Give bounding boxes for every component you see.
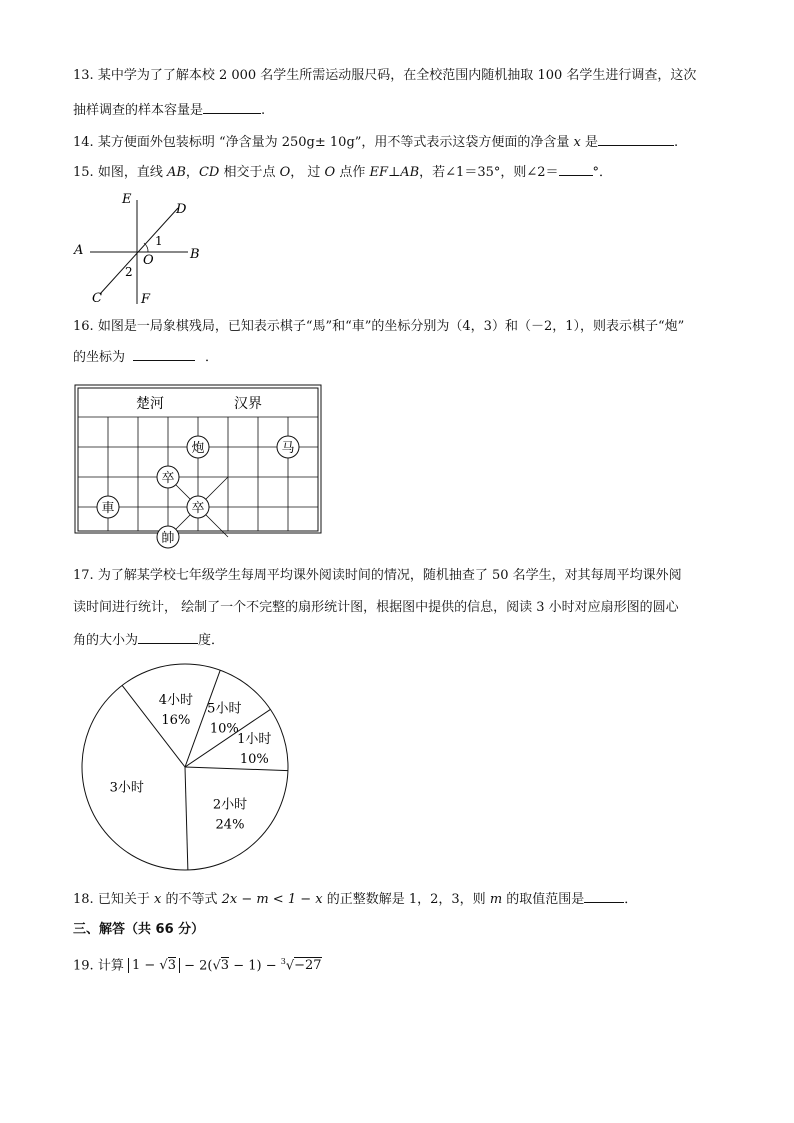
q19-number: 19. — [73, 958, 94, 974]
pie-label-1: 4小时 — [158, 692, 194, 708]
q18-inequality: 2x − m < 1 − x — [221, 892, 323, 907]
q14-text-a: 某方便面外包装标明 “净含量为 250g± 10g”，用不等式表示这袋方便面的净含量 — [97, 135, 574, 150]
pie-percent-4: 24% — [215, 817, 245, 833]
chess-board — [72, 384, 324, 552]
q15-figure — [70, 190, 210, 308]
q16-number: 16. — [73, 319, 94, 334]
label-a: A — [74, 243, 84, 258]
pie-percent-2: 10% — [209, 721, 239, 737]
q15-line — [73, 161, 612, 183]
q14-text-b: 是 — [580, 135, 599, 150]
q18-text-a: 已知关于 — [97, 892, 154, 907]
svg-text:马: 马 — [281, 441, 295, 456]
q16-line1 — [73, 317, 684, 337]
line-cd — [100, 208, 178, 294]
q14-var: x — [573, 135, 581, 150]
q17-line3 — [73, 629, 224, 651]
q13-text-a: 某中学为了了解本校 2 000 名学生所需运动服尺码，在全校范围内随机抽取 100 名学生进行调查，这次 — [97, 68, 697, 83]
q18-tail: ． — [624, 892, 638, 907]
q15-tail: °． — [592, 165, 613, 180]
piece-pao — [187, 436, 209, 458]
q19-mid: − 2( — [180, 958, 213, 974]
q14-line — [73, 131, 678, 153]
q19-line — [73, 952, 322, 976]
q16-text-b: 的坐标为 — [73, 350, 126, 365]
q13-number: 13. — [73, 68, 94, 83]
q16-tail: ． — [205, 350, 219, 365]
q15-text-a: 如图，直线 — [97, 165, 167, 180]
q19-sqrt3b: 3 — [220, 958, 230, 974]
q18-line — [73, 888, 637, 910]
q15-o2: O — [324, 165, 336, 180]
q17-line2 — [73, 598, 679, 618]
label-c: C — [92, 291, 102, 306]
q16-line2 — [73, 346, 218, 368]
label-2: 2 — [125, 265, 133, 279]
q16-answer-blank[interactable] — [133, 346, 195, 361]
q19-mid2: − 1) − — [229, 958, 281, 974]
pie-label-5: 3小时 — [109, 780, 144, 796]
label-f: F — [141, 292, 151, 307]
q17-line1 — [73, 566, 682, 586]
q15-perp: ⊥ — [387, 165, 401, 180]
q18-answer-blank[interactable] — [584, 888, 624, 903]
q18-number: 18. — [73, 892, 94, 907]
label-b: B — [190, 247, 200, 262]
q18-text-b: 的不等式 — [161, 892, 222, 907]
q15-number: 15. — [73, 165, 94, 180]
q17-text-c: 角的大小为 — [73, 633, 139, 648]
q15-sep: ， — [185, 165, 199, 180]
piece-ma — [277, 436, 299, 458]
q19-abs-a: 1 − — [131, 958, 160, 974]
q13-line2 — [73, 99, 265, 121]
river-right-label: 汉界 — [234, 396, 262, 412]
q15-ab: AB — [166, 165, 186, 180]
q14-tail: . — [674, 135, 679, 150]
svg-text:卒: 卒 — [161, 471, 175, 486]
q18-x: x — [153, 892, 162, 907]
pie-label-4: 2小时 — [212, 797, 248, 813]
q17-number: 17. — [73, 568, 94, 583]
q18-m: m — [489, 892, 503, 907]
pie-label-2: 5小时 — [207, 701, 242, 717]
q17-text-b: 读时间进行统计， 绘制了一个不完整的扇形统计图，根据图中提供的信息，阅读 3 小时对应扇形图的圆心 — [73, 600, 679, 615]
q19-abs: 1 − √3 — [128, 958, 180, 973]
q13-tail: . — [261, 103, 266, 118]
q14-number: 14. — [73, 135, 94, 150]
pie-percent-1: 16% — [161, 712, 191, 728]
q15-text-e: ，若∠1＝35°，则∠2＝ — [419, 165, 559, 180]
q13-answer-blank[interactable] — [203, 99, 261, 114]
q17-text-a: 为了解某学校七年级学生每周平均课外阅读时间的情况，随机抽查了 50 名学生，对其每周平均课外阅 — [97, 568, 682, 583]
pie-percent-3: 10% — [239, 752, 269, 768]
q15-answer-blank[interactable] — [559, 161, 593, 176]
q18-text-c: 的正整数解是 1，2，3，则 — [322, 892, 490, 907]
q15-ab2: AB — [400, 165, 420, 180]
label-1: 1 — [155, 234, 163, 248]
svg-text:炮: 炮 — [191, 441, 205, 456]
q17-tail: 度． — [198, 633, 225, 648]
q15-text-c: ， 过 — [290, 165, 325, 180]
q13-text-b: 抽样调查的样本容量是 — [73, 103, 204, 118]
q19-sqrt3: 3 — [167, 958, 176, 974]
q15-text-d: 点作 — [335, 165, 370, 180]
svg-text:卒: 卒 — [191, 501, 205, 516]
q19-cube-index: 3 — [280, 957, 286, 966]
q15-text-b: 相交于点 — [219, 165, 280, 180]
q16-text-a: 如图是一局象棋残局，已知表示棋子“馬”和“車”的坐标分别为（4，3）和（－2，1），则表示棋子“炮” — [97, 319, 685, 334]
piece-zu-2 — [187, 496, 209, 518]
q15-ef: EF — [369, 165, 388, 180]
q19-radicand: −27 — [294, 958, 322, 974]
river-left-label: 楚河 — [136, 396, 164, 412]
q19-expression: 1 − √3 − 2(√3 − 1) − $^3$√−27 — [128, 952, 322, 976]
svg-text:帥: 帥 — [161, 531, 175, 546]
pie-chart — [70, 655, 310, 885]
label-e: E — [122, 192, 132, 207]
pie-label-3: 1小时 — [237, 732, 272, 748]
label-d: D — [176, 202, 187, 217]
q15-o: O — [279, 165, 291, 180]
q19-text-a: 计算 — [97, 958, 124, 974]
piece-shuai — [157, 526, 179, 548]
q15-cd: CD — [198, 165, 220, 180]
piece-ju — [97, 496, 119, 518]
piece-zu-1 — [157, 466, 179, 488]
q17-answer-blank[interactable] — [138, 629, 198, 644]
q14-answer-blank[interactable] — [598, 131, 674, 146]
label-o: O — [143, 253, 154, 268]
q18-text-d: 的取值范围是 — [502, 892, 585, 907]
q13-line1 — [73, 66, 696, 86]
section-title: 三、解答（共 66 分） — [73, 922, 205, 937]
svg-text:車: 車 — [101, 501, 115, 516]
